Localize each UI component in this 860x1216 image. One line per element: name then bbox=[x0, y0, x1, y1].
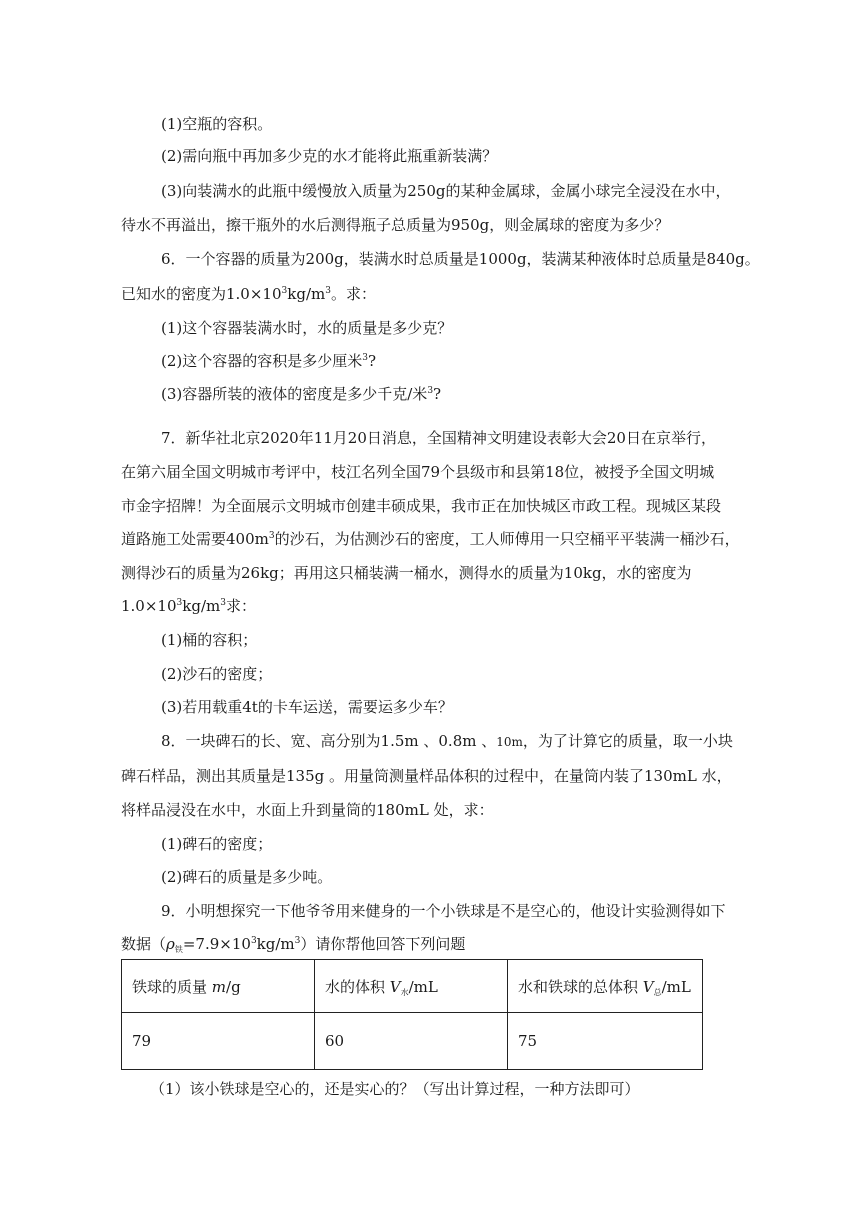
q9-line2-text-a: 数据（ bbox=[121, 935, 167, 953]
q6-stem-text-a: 已知水的密度为1.0×10 bbox=[121, 285, 282, 303]
table-header-row bbox=[122, 960, 703, 1013]
q8-part2: (2)碑石的质量是多少吨。 bbox=[161, 868, 333, 886]
q7-line6-text-a: 1.0×10 bbox=[121, 597, 177, 615]
header-iron-ball-mass: 铁球的质量 m/g bbox=[122, 960, 315, 1013]
q6-part3-text: (3)容器所装的液体的密度是多少千克/米 bbox=[161, 385, 428, 403]
q6-part2 bbox=[161, 351, 376, 371]
q7-line6-text-b: kg/m bbox=[182, 597, 221, 615]
q6-part2-text: (2)这个容器的容积是多少厘米 bbox=[161, 352, 363, 370]
q6-part1: (1)这个容器装满水时，水的质量是多少克？ bbox=[161, 319, 453, 337]
q6-part3 bbox=[161, 384, 441, 404]
q6-part3-exp: 3 bbox=[427, 386, 434, 396]
header-water-volume: 水的体积 $V_水/mL$ bbox=[315, 960, 508, 1013]
q7-stem-line1: 7．新华社北京2020年11月20日消息，全国精神文明建设表彰大会20日在京举行， bbox=[161, 429, 716, 447]
q7-line6-text-c: 求： bbox=[225, 597, 256, 615]
q9-line2-exp2: 3 bbox=[294, 936, 301, 946]
q8-line1-text-a: 8．一块碑石的长、宽、高分别为1.5m 、0.8m 、 bbox=[161, 732, 497, 750]
q6-part2-exp: 3 bbox=[362, 353, 368, 363]
cell-water-volume-value: 60 bbox=[315, 1013, 508, 1070]
q5-part3-line2: 待水不再溢出，擦干瓶外的水后测得瓶子总质量为950g，则金属球的密度为多少？ bbox=[121, 216, 670, 234]
q5-part3-line1: (3)向装满水的此瓶中缓慢放入质量为250g的某种金属球，金属小球完全浸没在水中， bbox=[161, 182, 731, 200]
q8-line1-height: 10m bbox=[496, 735, 523, 749]
q6-stem-exp1: 3 bbox=[281, 286, 288, 296]
q7-line6-exp2: 3 bbox=[220, 598, 226, 608]
q9-line2-text-d: ）请你帮他回答下列问题 bbox=[300, 935, 466, 953]
q9-data-table bbox=[121, 959, 703, 1070]
q9-stem-line2 bbox=[121, 934, 465, 954]
q7-part2: (2)沙石的密度； bbox=[161, 665, 273, 683]
q9-part1: （1）该小铁球是空心的，还是实心的？（写出计算过程，一种方法即可） bbox=[150, 1080, 640, 1098]
q5-part1: (1)空瓶的容积。 bbox=[161, 115, 273, 133]
cell-total-volume-value: 75 bbox=[508, 1013, 703, 1070]
q6-stem-text-c: 。求： bbox=[330, 285, 376, 303]
q7-stem-line4 bbox=[121, 529, 740, 549]
q8-line1-text-b: ，为了计算它的质量，取一小块 bbox=[522, 732, 733, 750]
q7-line4-text-a: 道路施工处需要400m bbox=[121, 530, 269, 548]
q8-stem-line3: 将样品浸没在水中，水面上升到量筒的180mL 处，求： bbox=[121, 801, 494, 819]
q7-line4-exp: 3 bbox=[268, 531, 275, 541]
cell-mass-value: 79 bbox=[122, 1013, 315, 1070]
q7-line4-text-b: 的沙石，为估测沙石的密度，工人师傅用一只空桶平平装满一桶沙石， bbox=[274, 530, 740, 548]
q7-part1: (1)桶的容积； bbox=[161, 631, 258, 649]
q9-rho-subscript: 铁 bbox=[174, 945, 183, 954]
q7-stem-line2: 在第六届全国文明城市考评中，枝江名列全国79个县级市和县第18位，被授予全国文明城 bbox=[121, 463, 715, 481]
q7-line6-exp1: 3 bbox=[176, 598, 183, 608]
q6-stem-text-b: kg/m bbox=[287, 285, 326, 303]
q7-stem-line5: 测得沙石的质量为26kg；再用这只桶装满一桶水，测得水的质量为10kg，水的密度为 bbox=[121, 564, 692, 582]
q5-part2: (2)需向瓶中再加多少克的水才能将此瓶重新装满？ bbox=[161, 147, 498, 165]
q9-stem-line1: 9．小明想探究一下他爷爷用来健身的一个小铁球是不是空心的，他设计实验测得如下 bbox=[161, 902, 726, 920]
q6-part3-mark: ? bbox=[433, 385, 442, 403]
q6-stem-line2 bbox=[121, 284, 376, 304]
q7-stem-line3: 市金字招牌！为全面展示文明城市创建丰硕成果，我市正在加快城区市政工程。现城区某段 bbox=[121, 497, 722, 515]
table-row bbox=[122, 1013, 703, 1070]
q6-part2-mark: ? bbox=[367, 352, 377, 370]
q9-line2-text-c: kg/m bbox=[256, 935, 295, 953]
header-total-volume: 水和铁球的总体积 $V_总/mL$ bbox=[508, 960, 703, 1013]
q9-line2-text-b: =7.9×10 bbox=[182, 935, 251, 953]
q8-stem-line1 bbox=[161, 731, 733, 752]
q7-part3: (3)若用载重4t的卡车运送，需要运多少车？ bbox=[161, 698, 453, 716]
q8-part1: (1)碑石的密度； bbox=[161, 835, 273, 853]
q9-rho-symbol: ρ bbox=[166, 935, 175, 953]
q8-stem-line2: 碑石样品，测出其质量是135g 。用量筒测量样品体积的过程中，在量筒内装了130mL 水， bbox=[121, 767, 732, 785]
q9-line2-exp1: 3 bbox=[250, 936, 257, 946]
q6-stem-exp2: 3 bbox=[325, 286, 331, 296]
q6-stem-line1: 6．一个容器的质量为200g，装满水时总质量是1000g，装满某种液体时总质量是840g。 bbox=[161, 250, 760, 268]
q7-stem-line6 bbox=[121, 596, 256, 616]
